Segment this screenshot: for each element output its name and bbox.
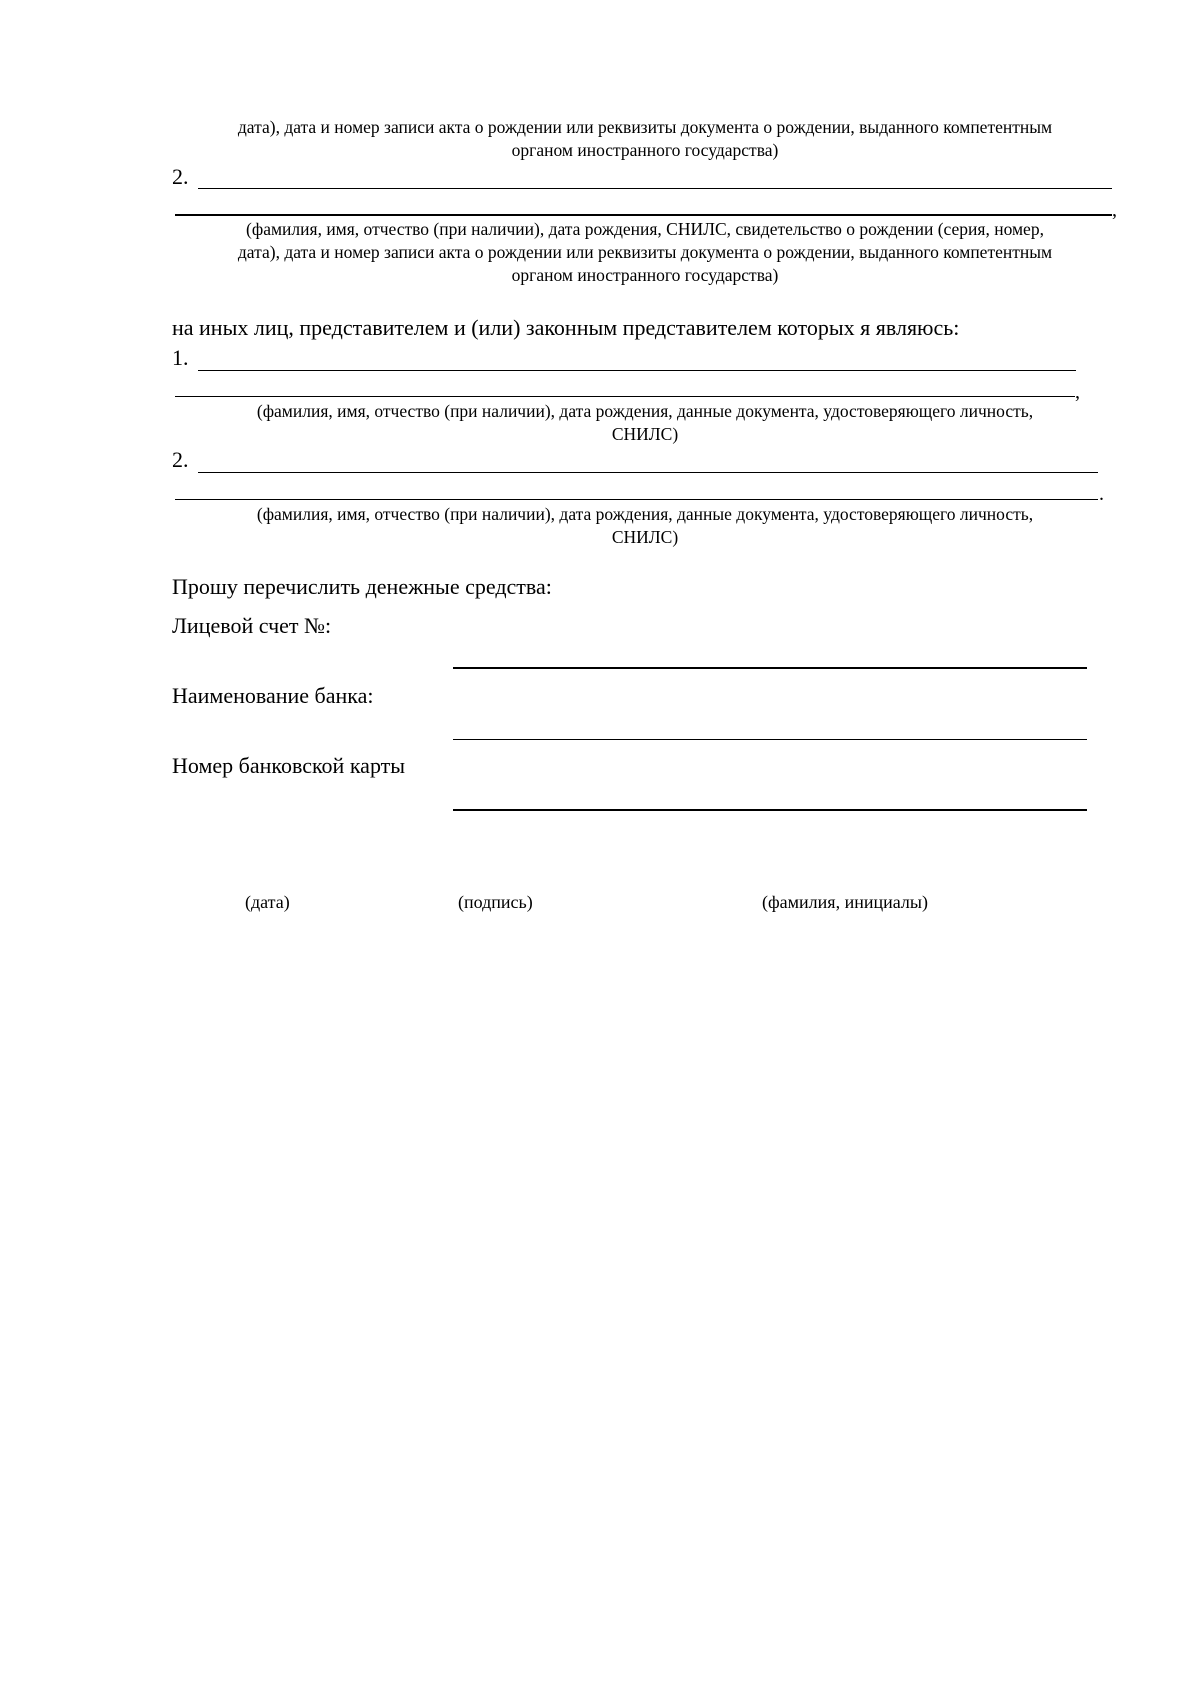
other-person-1-number: 1.: [172, 345, 189, 370]
date-label: (дата): [245, 892, 290, 912]
other-person-1-input-line-1[interactable]: [198, 370, 1076, 371]
child-2-caption-line-3: органом иностранного государства): [511, 265, 779, 285]
card-number-label: Номер банковской карты: [172, 753, 406, 778]
child-2-input-line-2[interactable]: [175, 214, 1112, 216]
other-person-1-caption-line-1: (фамилия, имя, отчество (при наличии), дата рождения, данные документа, удостоверяющего личность,: [256, 401, 1034, 421]
bank-name-input-line[interactable]: [453, 739, 1087, 740]
other-person-2-trailing-period: .: [1099, 483, 1104, 505]
child-2-input-line-1[interactable]: [198, 188, 1112, 189]
other-person-2-number: 2.: [172, 447, 189, 472]
child-2-caption-line-2: дата), дата и номер записи акта о рождении или реквизиты документа о рождении, выданного компетентным: [237, 242, 1053, 262]
child-2-trailing-comma: ,: [1112, 199, 1117, 221]
child-1-caption-line-3: органом иностранного государства): [511, 140, 779, 160]
child-1-caption-line-2: дата), дата и номер записи акта о рождении или реквизиты документа о рождении, выданного компетентным: [237, 117, 1053, 137]
account-number-input-line[interactable]: [453, 667, 1087, 669]
other-persons-heading: на иных лиц, представителем и (или) законным представителем которых я являюсь:: [172, 315, 960, 340]
payment-heading: Прошу перечислить денежные средства:: [172, 574, 552, 599]
child-2-caption-line-1: (фамилия, имя, отчество (при наличии), дата рождения, СНИЛС, свидетельство о рождении (серия, номер,: [246, 219, 1044, 239]
other-person-1-trailing-comma: ,: [1075, 381, 1080, 403]
other-person-2-input-line-1[interactable]: [198, 472, 1098, 473]
other-person-2-caption-line-2: СНИЛС): [611, 527, 679, 547]
child-2-number: 2.: [172, 164, 189, 189]
other-person-1-caption-line-2: СНИЛС): [611, 424, 679, 444]
signature-label: (подпись): [458, 892, 533, 912]
other-person-2-input-line-2[interactable]: [175, 499, 1098, 500]
account-number-label: Лицевой счет №:: [172, 613, 332, 638]
other-person-1-input-line-2[interactable]: [175, 396, 1075, 397]
card-number-input-line[interactable]: [453, 809, 1087, 811]
full-name-initials-label: (фамилия, инициалы): [762, 892, 928, 912]
bank-name-label: Наименование банка:: [172, 683, 374, 708]
other-person-2-caption-line-1: (фамилия, имя, отчество (при наличии), дата рождения, данные документа, удостоверяющего личность,: [256, 504, 1034, 524]
